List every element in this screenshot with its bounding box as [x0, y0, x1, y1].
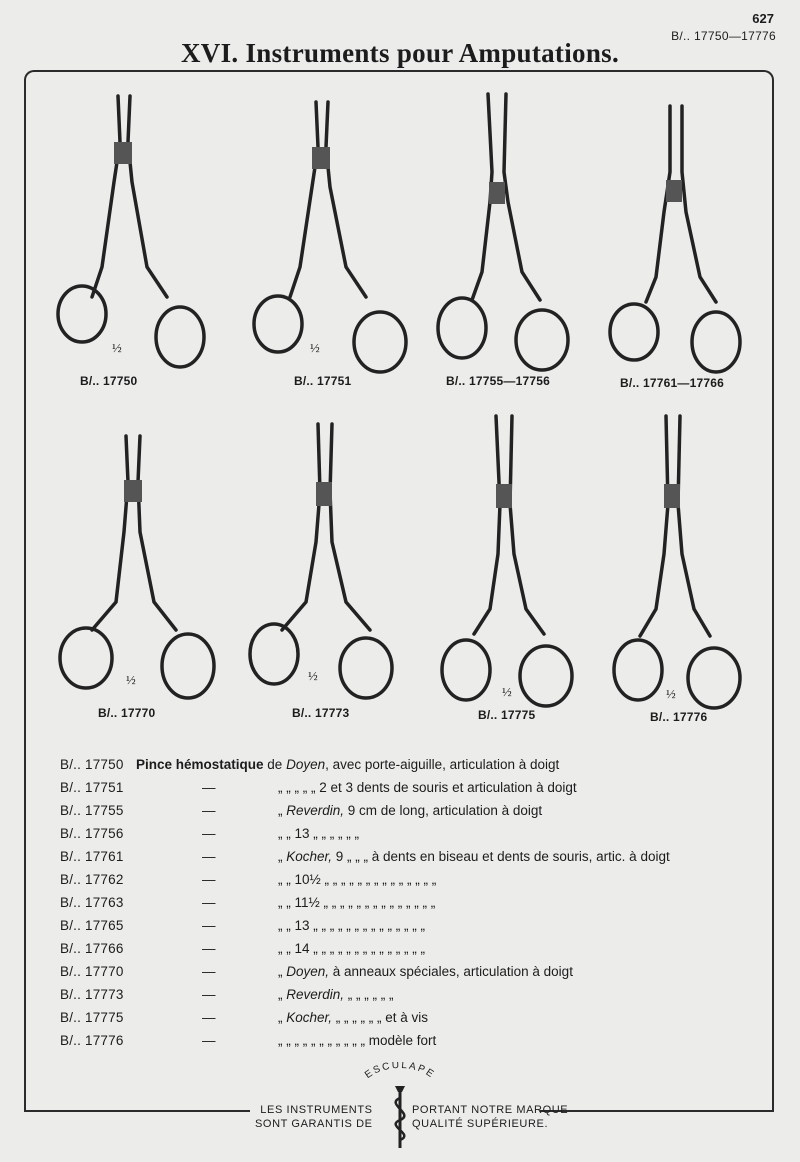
list-item — [60, 849, 760, 871]
item-ref: B/.. 17762 — [60, 872, 124, 887]
item-name: Pince hémostatique — [136, 757, 264, 772]
item-description — [278, 780, 577, 795]
list-item — [60, 1033, 760, 1055]
item-author: Kocher, — [286, 849, 333, 864]
item-ref: B/.. 17751 — [60, 780, 124, 795]
item-text: „ „ 13 „ „ „ „ „ „ — [278, 826, 359, 841]
item-dash: — — [202, 780, 216, 795]
figure-scale: ½ — [308, 668, 318, 683]
item-text: „ „ „ „ „ „ et à vis — [332, 1010, 429, 1025]
item-ref: B/.. 17775 — [60, 1010, 124, 1025]
figure-17770 — [56, 432, 206, 720]
forceps-illustration — [434, 92, 584, 327]
figure-scale: ½ — [126, 672, 136, 687]
item-description — [278, 826, 359, 841]
figure-17761-17766 — [606, 92, 756, 390]
item-dash: — — [202, 1033, 216, 1048]
item-author: Reverdin, — [286, 803, 345, 818]
item-text: , avec porte-aiguille, articulation à doigt — [325, 757, 560, 772]
item-author: Reverdin, — [286, 987, 345, 1002]
figure-scale: ½ — [112, 340, 122, 355]
item-pre: „ — [278, 849, 287, 864]
forceps-illustration — [248, 92, 398, 327]
footer-rule-right — [540, 1110, 774, 1112]
item-pre: „ — [278, 964, 287, 979]
item-description — [278, 941, 425, 956]
forceps-illustration — [606, 92, 756, 327]
figure-scale: ½ — [310, 340, 320, 355]
item-description — [278, 987, 394, 1002]
figure-17751 — [248, 92, 398, 388]
item-text: „ „ „ „ „ 2 et 3 dents de souris et articulation à doigt — [278, 780, 577, 795]
figure-scale: ½ — [502, 684, 512, 699]
list-item — [60, 895, 760, 917]
list-item — [60, 826, 760, 848]
caduceus-icon — [345, 1062, 455, 1152]
item-author: Doyen — [286, 757, 326, 772]
item-dash: — — [202, 964, 216, 979]
item-dash: — — [202, 803, 216, 818]
figure-label: B/.. 17761—17766 — [620, 376, 724, 390]
item-author: Doyen, — [286, 964, 330, 979]
forceps-illustration — [246, 422, 396, 657]
page-number: 627 — [752, 11, 774, 26]
item-ref: B/.. 17770 — [60, 964, 124, 979]
item-dash: — — [202, 941, 216, 956]
item-text: 9 cm de long, articulation à doigt — [344, 803, 543, 818]
list-item — [60, 1010, 760, 1032]
item-pre: „ — [278, 1010, 287, 1025]
forceps-illustration — [610, 414, 760, 649]
item-text: „ „ 14 „ „ „ „ „ „ „ „ „ „ „ „ „ „ — [278, 941, 425, 956]
item-dash: — — [202, 987, 216, 1002]
list-item — [60, 803, 760, 825]
figure-label: B/.. 17776 — [650, 710, 708, 724]
item-ref: B/.. 17761 — [60, 849, 124, 864]
item-description — [278, 849, 670, 864]
figure-scale: ½ — [666, 686, 676, 701]
item-dash: — — [202, 849, 216, 864]
item-pre: de — [263, 757, 287, 772]
esculape-logo — [345, 1062, 455, 1152]
item-text: „ „ 11½ „ „ „ „ „ „ „ „ „ „ „ „ „ „ — [278, 895, 436, 910]
footer-right-line2: QUALITÉ SUPÉRIEURE. — [412, 1118, 549, 1130]
list-item — [60, 918, 760, 940]
item-text: „ „ „ „ „ „ „ „ „ „ „ modèle fort — [278, 1033, 437, 1048]
item-description — [278, 872, 436, 887]
list-item — [60, 964, 760, 986]
item-pre: „ — [278, 987, 287, 1002]
list-item — [60, 987, 760, 1009]
item-ref: B/.. 17750 — [60, 757, 124, 772]
item-dash: — — [202, 918, 216, 933]
item-text: „ „ 10½ „ „ „ „ „ „ „ „ „ „ „ „ „ „ — [278, 872, 437, 887]
svg-text:ESCULAPE: ESCULAPE — [363, 1062, 437, 1082]
item-ref: B/.. 17765 — [60, 918, 124, 933]
item-ref: B/.. 17766 — [60, 941, 124, 956]
item-ref: B/.. 17763 — [60, 895, 124, 910]
item-text: „ „ 13 „ „ „ „ „ „ „ „ „ „ „ „ „ „ — [278, 918, 425, 933]
item-dash: — — [202, 826, 216, 841]
item-description — [278, 964, 573, 979]
forceps-illustration — [56, 432, 206, 667]
list-item — [60, 780, 760, 802]
item-pre: „ — [278, 803, 287, 818]
item-ref: B/.. 17756 — [60, 826, 124, 841]
figure-17750 — [52, 92, 202, 388]
item-description — [278, 918, 425, 933]
item-description — [278, 895, 435, 910]
item-text: 9 „ „ „ à dents en biseau et dents de souris, artic. à doigt — [332, 849, 670, 864]
figure-label: B/.. 17751 — [294, 374, 352, 388]
footer-right-line1: PORTANT NOTRE MARQUE — [412, 1104, 569, 1116]
footer-left-line2: SONT GARANTIS DE — [255, 1118, 373, 1130]
figure-label: B/.. 17775 — [478, 708, 536, 722]
item-dash: — — [202, 872, 216, 887]
figure-17776 — [610, 414, 760, 724]
item-dash: — — [202, 895, 216, 910]
page-title: XVI. Instruments pour Amputations. — [180, 38, 620, 68]
figure-17775 — [440, 414, 590, 722]
item-description — [278, 803, 542, 818]
forceps-illustration — [52, 92, 202, 327]
item-dash: — — [202, 1010, 216, 1025]
item-author: Kocher, — [286, 1010, 333, 1025]
figure-label: B/.. 17773 — [292, 706, 350, 720]
page-range: B/.. 17750—17776 — [671, 29, 776, 43]
list-item — [60, 757, 760, 779]
item-ref: B/.. 17755 — [60, 803, 124, 818]
figure-17773 — [246, 422, 396, 720]
footer-rule-left — [24, 1110, 250, 1112]
list-item — [60, 941, 760, 963]
figure-17755-17756 — [434, 92, 584, 388]
item-text: à anneaux spéciales, articulation à doigt — [329, 964, 573, 979]
item-text: „ „ „ „ „ „ — [344, 987, 394, 1002]
list-item — [60, 872, 760, 894]
item-ref: B/.. 17776 — [60, 1033, 124, 1048]
forceps-illustration — [440, 414, 590, 649]
item-description — [278, 1010, 428, 1025]
item-ref: B/.. 17773 — [60, 987, 124, 1002]
item-description — [136, 757, 559, 772]
footer-left-line1: LES INSTRUMENTS — [260, 1104, 373, 1116]
figure-label: B/.. 17755—17756 — [446, 374, 550, 388]
figure-label: B/.. 17770 — [98, 706, 156, 720]
item-description — [278, 1033, 436, 1048]
figure-label: B/.. 17750 — [80, 374, 138, 388]
